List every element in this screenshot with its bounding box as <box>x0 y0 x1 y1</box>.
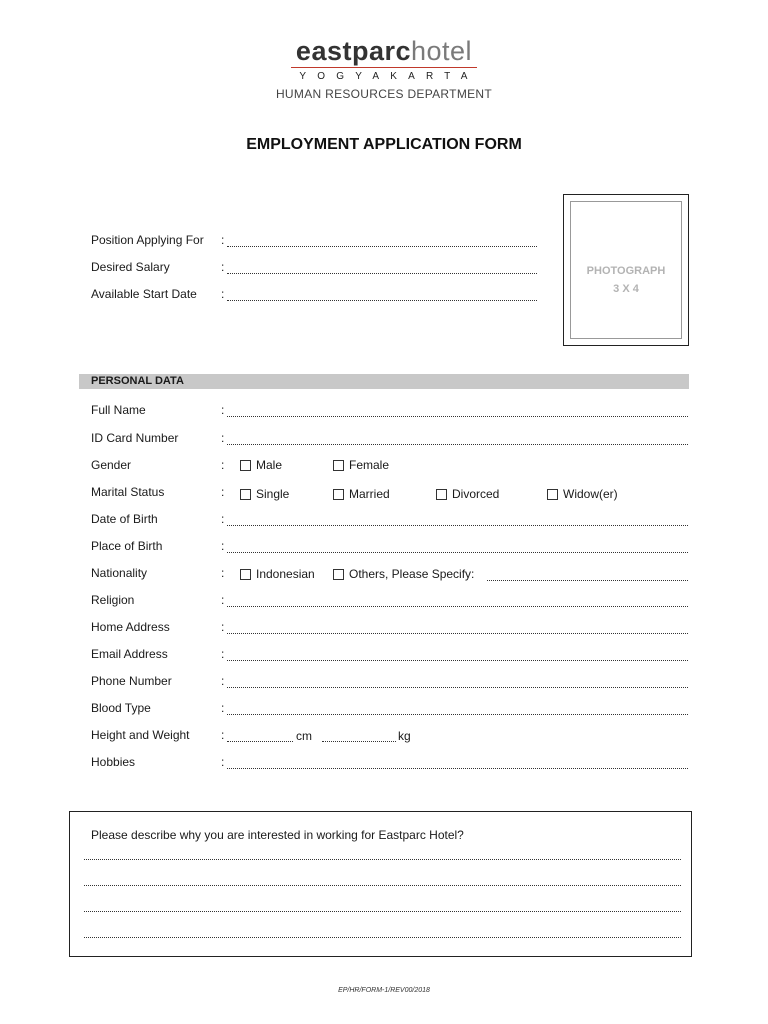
colon: : <box>221 260 225 274</box>
input-home-address[interactable] <box>227 633 688 634</box>
option-label: Divorced <box>452 487 500 501</box>
checkbox-box[interactable] <box>333 460 344 471</box>
label-date-of-birth: Date of Birth <box>91 512 158 526</box>
label-place-of-birth: Place of Birth <box>91 539 163 553</box>
input-email[interactable] <box>227 660 688 661</box>
option-label: Single <box>256 487 290 501</box>
colon: : <box>221 755 225 769</box>
motivation-line-3[interactable] <box>84 911 681 912</box>
photo-box <box>563 194 689 346</box>
input-position-applying[interactable] <box>227 246 537 247</box>
height-unit: cm <box>296 729 312 743</box>
label-blood-type: Blood Type <box>91 701 151 715</box>
photo-line-1: PHOTOGRAPH <box>586 265 666 277</box>
colon: : <box>221 674 225 688</box>
colon: : <box>221 403 225 417</box>
checkbox-box[interactable] <box>333 489 344 500</box>
input-date-of-birth[interactable] <box>227 525 688 526</box>
checkbox-box[interactable] <box>436 489 447 500</box>
logo-light-text: hotel <box>411 36 473 66</box>
label-nationality: Nationality <box>91 566 148 580</box>
option-label: Indonesian <box>256 567 315 581</box>
checkbox-box[interactable] <box>240 489 251 500</box>
checkbox-box[interactable] <box>240 460 251 471</box>
label-height-weight: Height and Weight <box>91 728 190 742</box>
colon: : <box>221 485 225 499</box>
colon: : <box>221 512 225 526</box>
logo-city: YOGYAKARTA <box>299 71 479 82</box>
input-weight[interactable] <box>322 741 396 742</box>
colon: : <box>221 728 225 742</box>
section-personal-data-title: PERSONAL DATA <box>91 375 184 387</box>
checkbox-box[interactable] <box>240 569 251 580</box>
photo-placeholder-text <box>571 262 681 298</box>
checkbox-box[interactable] <box>547 489 558 500</box>
department-name: HUMAN RESOURCES DEPARTMENT <box>275 87 493 101</box>
colon: : <box>221 287 225 301</box>
colon: : <box>221 647 225 661</box>
label-id-card: ID Card Number <box>91 431 179 445</box>
form-code: EP/HR/FORM-1/REV00/2018 <box>338 987 430 994</box>
label-religion: Religion <box>91 593 135 607</box>
section-personal-data <box>79 374 689 389</box>
label-hobbies: Hobbies <box>91 755 136 769</box>
option-label: Married <box>349 487 390 501</box>
option-label: Widow(er) <box>563 487 618 501</box>
colon: : <box>221 539 225 553</box>
label-phone: Phone Number <box>91 674 172 688</box>
motivation-box <box>69 811 692 957</box>
colon: : <box>221 701 225 715</box>
colon: : <box>221 620 225 634</box>
form-title: EMPLOYMENT APPLICATION FORM <box>246 136 522 153</box>
label-desired-salary: Desired Salary <box>91 260 170 274</box>
weight-unit: kg <box>398 729 411 743</box>
input-phone[interactable] <box>227 687 688 688</box>
option-label: Female <box>349 458 390 472</box>
photo-inner-frame <box>570 201 682 339</box>
colon: : <box>221 431 225 445</box>
motivation-question: Please describe why you are interested in working for Eastparc Hotel? <box>91 828 464 842</box>
colon: : <box>221 566 225 580</box>
input-start-date[interactable] <box>227 300 537 301</box>
colon: : <box>221 593 225 607</box>
label-full-name: Full Name <box>91 403 146 417</box>
checkbox-box[interactable] <box>333 569 344 580</box>
option-label: Others, Please Specify: <box>349 567 475 581</box>
motivation-line-2[interactable] <box>84 885 681 886</box>
colon: : <box>221 233 225 247</box>
input-full-name[interactable] <box>227 416 688 417</box>
label-marital-status: Marital Status <box>91 485 165 499</box>
label-position-applying: Position Applying For <box>91 233 204 247</box>
input-religion[interactable] <box>227 606 688 607</box>
logo-bold-text: eastparc <box>295 36 411 66</box>
photo-line-2: 3 X 4 <box>613 283 639 295</box>
input-desired-salary[interactable] <box>227 273 537 274</box>
hotel-logo <box>0 36 768 83</box>
input-hobbies[interactable] <box>227 768 688 769</box>
logo-wordmark <box>0 36 768 66</box>
label-email: Email Address <box>91 647 168 661</box>
logo-rule <box>291 67 477 68</box>
motivation-line-4[interactable] <box>84 937 681 938</box>
input-id-card[interactable] <box>227 444 688 445</box>
colon: : <box>221 458 225 472</box>
label-gender: Gender <box>91 458 132 472</box>
label-start-date: Available Start Date <box>91 287 197 301</box>
motivation-line-1[interactable] <box>84 859 681 860</box>
input-place-of-birth[interactable] <box>227 552 688 553</box>
input-height[interactable] <box>227 741 293 742</box>
input-blood-type[interactable] <box>227 714 688 715</box>
label-home-address: Home Address <box>91 620 170 634</box>
option-label: Male <box>256 458 283 472</box>
input-nationality-other[interactable] <box>487 580 688 581</box>
